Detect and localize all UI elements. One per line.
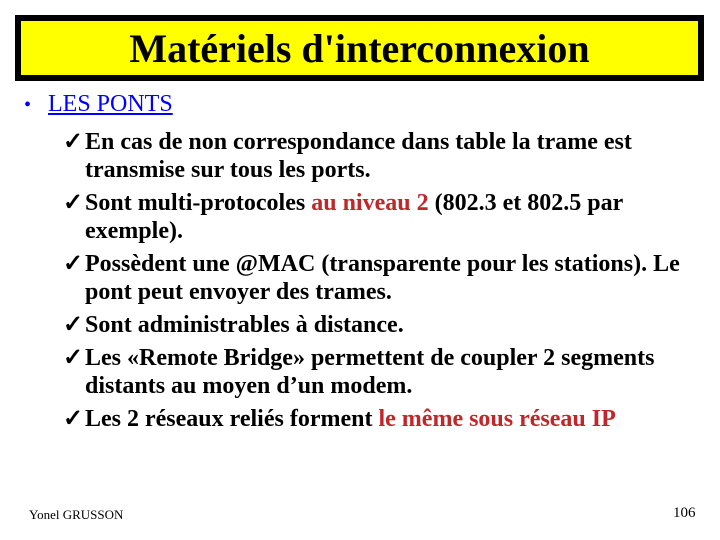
checklist-item bbox=[63, 311, 703, 339]
highlighted-text: le même sous réseau IP bbox=[378, 406, 616, 432]
checklist-item bbox=[63, 189, 703, 245]
item-text: En cas de non correspondance dans table la trame est transmise sur tous les ports. bbox=[85, 129, 632, 183]
checkmark-icon: ✓ bbox=[63, 345, 84, 371]
item-text: Sont multi-protocoles bbox=[85, 190, 312, 216]
checklist bbox=[63, 128, 703, 438]
item-text: (802.3 et 802.5 par exemple). bbox=[85, 190, 623, 244]
item-text: Sont administrables à distance. bbox=[85, 312, 404, 338]
slide-title: Matériels d'interconnexion bbox=[129, 25, 590, 71]
checkmark-icon: ✓ bbox=[63, 312, 84, 338]
item-text: Les «Remote Bridge» permettent de coupler 2 segments distants au moyen d’un modem. bbox=[85, 345, 655, 399]
checklist-item bbox=[63, 344, 703, 400]
checkmark-icon: ✓ bbox=[63, 190, 84, 216]
checklist-item bbox=[63, 128, 703, 184]
checklist-item bbox=[63, 250, 703, 306]
checkmark-icon: ✓ bbox=[63, 251, 84, 277]
checkmark-icon: ✓ bbox=[63, 406, 84, 432]
slide-title-box bbox=[15, 15, 704, 81]
item-text: Les 2 réseaux reliés forment bbox=[85, 406, 379, 432]
footer-author: Yonel GRUSSON bbox=[29, 507, 124, 522]
highlighted-text: au niveau 2 bbox=[311, 190, 429, 216]
bullet-heading bbox=[24, 91, 173, 118]
checklist-item bbox=[63, 405, 703, 433]
bullet-dot-icon: • bbox=[24, 94, 32, 116]
footer-page-number: 106 bbox=[673, 505, 696, 521]
checkmark-icon: ✓ bbox=[63, 129, 84, 155]
item-text: Possèdent une @MAC (transparente pour les stations). Le pont peut envoyer des trames. bbox=[85, 251, 680, 305]
bullet-heading-label: LES PONTS bbox=[48, 91, 173, 117]
